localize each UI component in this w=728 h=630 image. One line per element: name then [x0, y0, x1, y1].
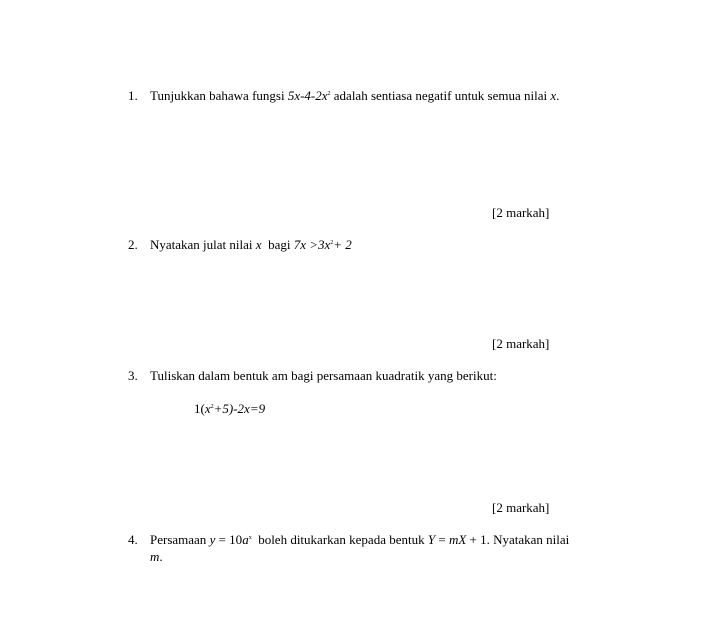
question-text: Tunjukkan bahawa fungsi $5x-4-2x^2$ adalah sentiasa negatif untuk semua nilai x. [150, 88, 560, 103]
math-expression: 5x-4-2x [287, 88, 328, 103]
question-number: 4. [128, 532, 138, 547]
marks-label: [2 markah] [492, 500, 550, 515]
question-number: 3. [128, 368, 138, 383]
math-expression: 7x >3x [293, 237, 331, 252]
marks-label: [2 markah] [492, 205, 550, 220]
math-variable: x [255, 237, 262, 252]
question-text: Tuliskan dalam bentuk am bagi persamaan kuadratik yang berikut: [150, 368, 497, 383]
marks-label: [2 markah] [492, 336, 550, 351]
math-equation: $1(x^2+5)-2x=9$ [194, 401, 266, 416]
question-text: Nyatakan julat nilai x bagi $7x >3x^2+ 2$ [150, 237, 352, 252]
question-text-continuation: m. [150, 549, 163, 564]
question-number: 1. [128, 88, 138, 103]
math-variable: x [550, 88, 557, 103]
question-number: 2. [128, 237, 138, 252]
question-text: Persamaan $y = 10a^x$ boleh ditukarkan kepada bentuk Y = mX + 1. Nyatakan nilai [150, 532, 570, 547]
